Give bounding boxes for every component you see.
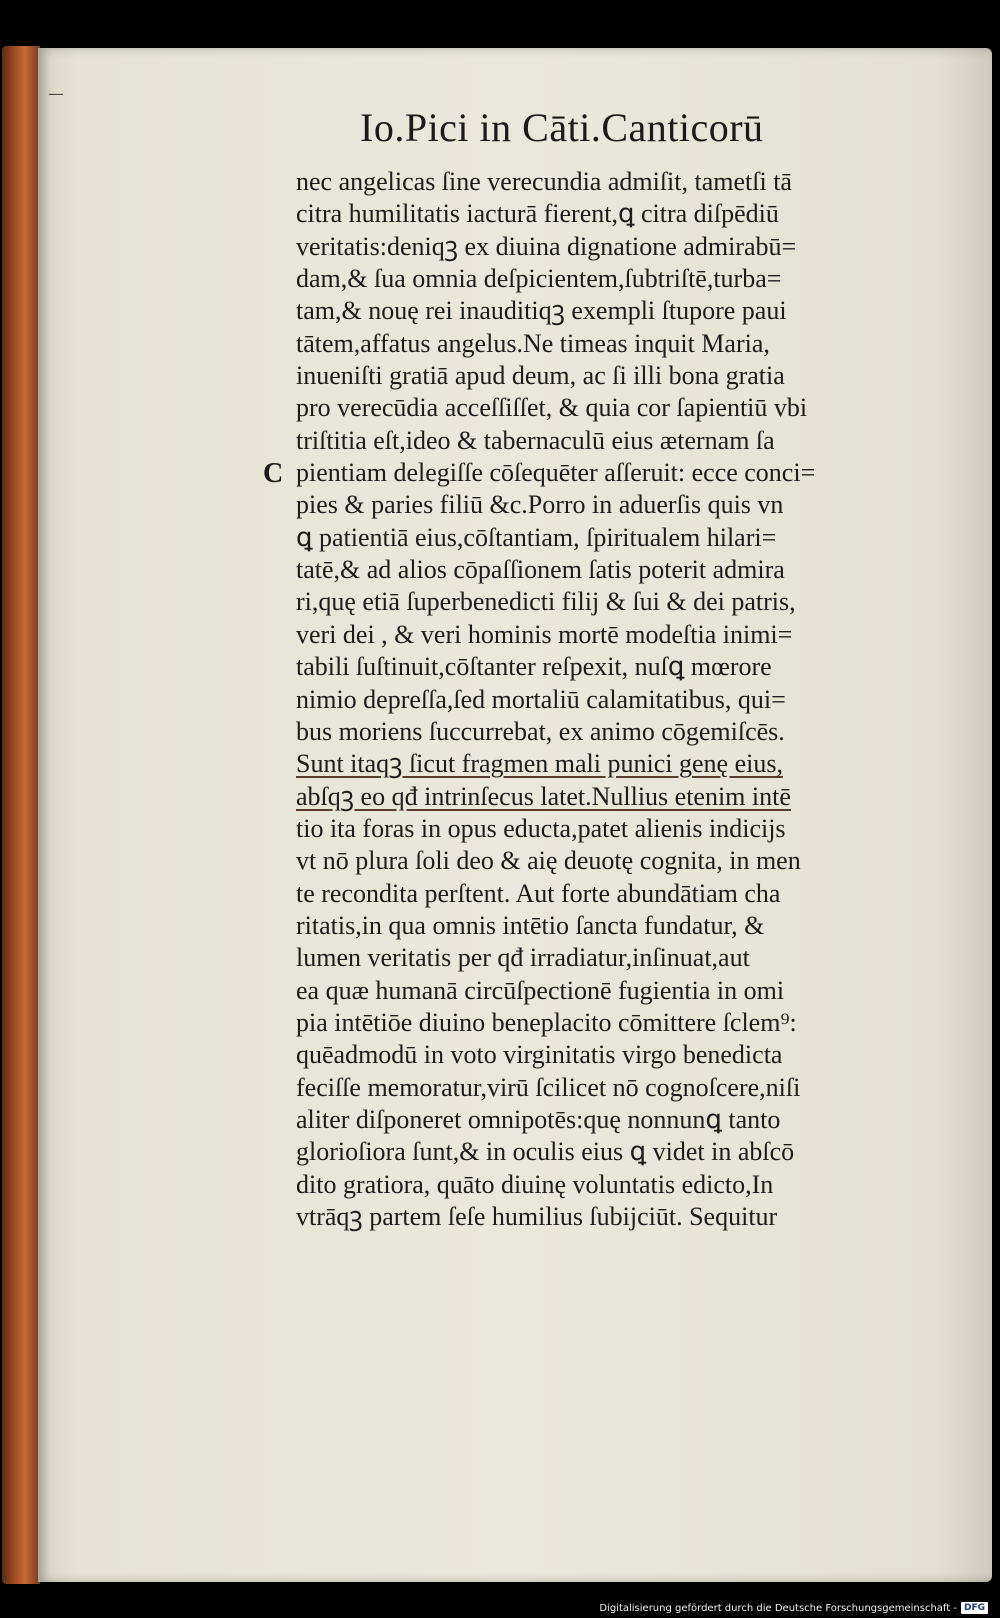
text-line: glorioſiora ſunt,& in oculis eius ꝗ videt in abſcō <box>296 1137 795 1167</box>
text-line: lumen veritatis per qđ irradiatur,inſinuat,aut <box>296 943 750 973</box>
text-line: quēadmodū in voto virginitatis virgo benedicta <box>296 1040 783 1070</box>
text-line: veritatis:deniqꝫ ex diuina dignatione admirabū= <box>296 231 797 261</box>
text-line: pientiam delegiſſe cōſequēter aſſeruit: ecce conci= <box>296 458 816 488</box>
text-line: vt nō plura ſoli deo & aię deuotę cognita, in men <box>296 846 801 876</box>
text-line: tam,& nouę rei inauditiqꝫ exempli ſtupore paui <box>296 296 787 326</box>
text-line: ꝗ patientiā eius,cōſtantiam, ſpiritualem hilari= <box>296 522 777 552</box>
text-line: triſtitia eſt,ideo & tabernaculū eius æternam ſa <box>296 425 775 455</box>
text-line: dito gratiora, quāto diuinę voluntatis edicto,In <box>296 1169 774 1199</box>
text-line: ea quæ humanā circūſpectionē fugientia in omi <box>296 975 785 1005</box>
text-line: vtrāqꝫ partem ſeſe humilius ſubijciūt. Sequitur <box>296 1202 778 1231</box>
book-page-edge <box>2 46 40 1584</box>
margin-note: C <box>263 458 284 489</box>
text-line: tio ita foras in opus educta,patet alienis indicijs <box>296 813 786 843</box>
text-line: dam,& ſua omnia deſpicientem,ſubtriſtē,turba= <box>296 264 782 294</box>
page-corner-mark: — <box>48 84 64 103</box>
text-line: ritatis,in qua omnis intētio ſancta fundatur, & <box>296 910 765 940</box>
text-line: ri,quę etiā ſuperbenedicti filij & ſui & dei patris, <box>296 587 796 617</box>
text-line: inueniſti gratiā apud deum, ac ſi illi bona gratia <box>296 361 785 391</box>
text-line: veri dei , & veri hominis mortē modeſtia inimi= <box>296 619 793 649</box>
text-line: te recondita perſtent. Aut forte abundātiam cha <box>296 878 781 908</box>
digitization-credit <box>599 1602 988 1614</box>
text-line: bus moriens ſuccurrebat, ex animo cōgemiſcēs. <box>296 716 785 746</box>
running-head: Io.Pici in Cāti.Canticorū <box>360 105 764 150</box>
text-line: feciſſe memoratur,virū ſcilicet nō cognoſcere,niſi <box>296 1072 801 1102</box>
text-line: pro verecūdia acceſſiſſet, & quia cor ſapientiū vbi <box>296 393 808 423</box>
text-line: nimio depreſſa,ſed mortaliū calamitatibus, qui= <box>296 684 786 714</box>
text-line: Sunt itaqꝫ ſicut fragmen mali punici genę eius, <box>296 749 783 779</box>
text-line: tatē,& ad alios cōpaſſionem ſatis poterit admira <box>296 555 785 585</box>
text-line: nec angelicas ſine verecundia admiſit, tametſi tā <box>296 167 792 196</box>
credit-text: Digitalisierung gefördert durch die Deutsche Forschungsgemeinschaft - <box>599 1602 957 1614</box>
text-line: pies & paries filiū &c.Porro in aduerſis quis vn <box>296 490 784 520</box>
text-line: citra humilitatis iacturā fierent,ꝗ citra diſpēdiū <box>296 199 779 229</box>
text-line: tātem,affatus angelus.Ne timeas inquit Maria, <box>296 328 770 358</box>
text-line: tabili ſuſtinuit,cōſtanter reſpexit, nuſꝗ mœrore <box>296 652 772 682</box>
text-line: pia intētiōe diuino beneplacito cōmittere ſclem⁹: <box>296 1007 797 1037</box>
text-block <box>296 166 936 1233</box>
text-line: aliter diſponeret omnipotēs:quę nonnunꝗ tanto <box>296 1104 781 1134</box>
dfg-logo-icon: DFG <box>961 1602 988 1614</box>
text-line: abſqꝫ eo qđ intrinſecus latet.Nullius etenim intē <box>296 781 791 811</box>
